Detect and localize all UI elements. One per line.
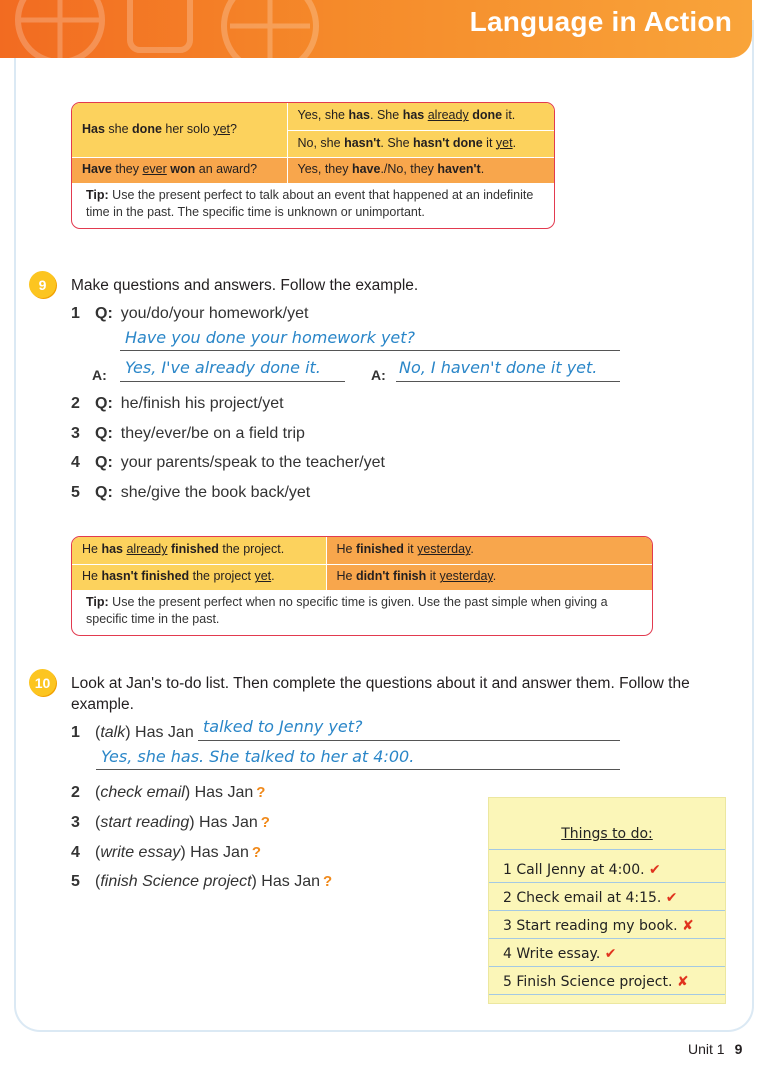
cross-mark-icon: ✘ — [682, 918, 694, 934]
page-footer — [688, 1041, 742, 1057]
handwritten-question: Have you done your homework yet? — [125, 328, 416, 347]
answer-line — [396, 381, 620, 382]
todo-item: 4 Write essay. ✔ — [503, 946, 617, 962]
exercise-item: 4 Q: your parents/speak to the teacher/yet — [71, 454, 385, 471]
grammar-tip: Tip: Use the present perfect to talk about an event that happened at an indefinite time in the past. The specific time is unknown or unimportant. — [86, 188, 534, 219]
check-mark-icon: ✔ — [649, 862, 661, 878]
grammar-question-1: Has she done her solo yet? — [72, 103, 287, 157]
todo-list-note — [489, 798, 725, 1003]
grammar-example: He hasn't finished the project yet. — [72, 564, 326, 590]
exercise-item: 5 Q: she/give the book back/yet — [71, 484, 311, 501]
exercise-item: 1 (talk) Has Jan — [71, 724, 194, 741]
check-mark-icon: ✔ — [665, 890, 678, 906]
answer-line — [120, 381, 345, 382]
todo-item: 2 Check email at 4:15. ✔ — [503, 890, 678, 906]
note-rule — [489, 882, 725, 883]
note-rule — [489, 910, 725, 911]
question-mark-icon: ? — [260, 814, 270, 831]
grammar-example: He has already finished the project. — [72, 537, 326, 564]
exercise-number-badge: 10 — [29, 669, 56, 696]
question-mark-icon: ? — [323, 873, 333, 890]
exercise-item: 4 (write essay) Has Jan ? — [71, 844, 262, 861]
exercise-instructions: Look at Jan's to-do list. Then complete the questions about it and answer them. Follow the example. — [71, 675, 690, 713]
answer-line — [96, 769, 620, 770]
exercise-item: 2 Q: he/finish his project/yet — [71, 395, 284, 412]
todo-item: 5 Finish Science project. ✘ — [503, 974, 689, 990]
note-rule — [489, 966, 725, 967]
handwritten-completion: talked to Jenny yet? — [203, 717, 363, 736]
exercise-item: 3 Q: they/ever/be on a field trip — [71, 425, 305, 442]
todo-item: 3 Start reading my book. ✘ — [503, 918, 694, 934]
note-rule — [489, 938, 725, 939]
grammar-table — [72, 103, 554, 183]
exercise-item: 5 (finish Science project) Has Jan ? — [71, 873, 333, 890]
exercise-item: 2 (check email) Has Jan ? — [71, 784, 266, 801]
globe-decoration-icon — [0, 0, 340, 58]
note-rule — [489, 849, 725, 850]
unit-label: Unit 1 — [688, 1041, 725, 1057]
question-mark-icon: ? — [256, 784, 266, 801]
answer-line — [120, 350, 620, 351]
grammar-table — [72, 537, 652, 590]
question-mark-icon: ? — [251, 844, 262, 861]
grammar-answer-have: Yes, they have./No, they haven't. — [287, 157, 554, 183]
grammar-tip: Tip: Use the present perfect when no specific time is given. Use the past simple when giving a specific time in the past. — [86, 595, 608, 626]
cross-mark-icon: ✘ — [676, 974, 689, 990]
check-mark-icon: ✔ — [604, 946, 617, 962]
answer-label: A: — [371, 367, 386, 383]
handwritten-answer-no: No, I haven't done it yet. — [399, 358, 598, 377]
grammar-box-present-perfect — [71, 102, 555, 229]
exercise-number-badge: 9 — [29, 271, 56, 298]
page-number: 9 — [734, 1041, 743, 1057]
answer-label: A: — [92, 367, 107, 383]
handwritten-answer: Yes, she has. She talked to her at 4:00. — [101, 747, 415, 766]
note-rule — [489, 994, 725, 995]
answer-line — [198, 740, 620, 741]
grammar-box-present-perfect-vs-past — [71, 536, 653, 636]
grammar-question-2: Have they ever won an award? — [72, 157, 287, 183]
grammar-example: He didn't finish it yesterday. — [326, 564, 652, 590]
page-section-title: Language in Action — [469, 6, 732, 37]
exercise-item: 1 Q: you/do/your homework/yet — [71, 305, 309, 322]
todo-item: 1 Call Jenny at 4:00. ✔ — [503, 862, 661, 878]
header-banner — [0, 0, 752, 58]
grammar-answer-yes: Yes, she has. She has already done it. — [287, 103, 554, 130]
handwritten-answer-yes: Yes, I've already done it. — [125, 358, 321, 377]
exercise-item: 3 (start reading) Has Jan ? — [71, 814, 270, 831]
exercise-instructions: Make questions and answers. Follow the example. — [71, 277, 419, 294]
grammar-example: He finished it yesterday. — [326, 537, 652, 564]
grammar-answer-no: No, she hasn't. She hasn't done it yet. — [287, 130, 554, 157]
todo-title: Things to do: — [561, 826, 653, 842]
